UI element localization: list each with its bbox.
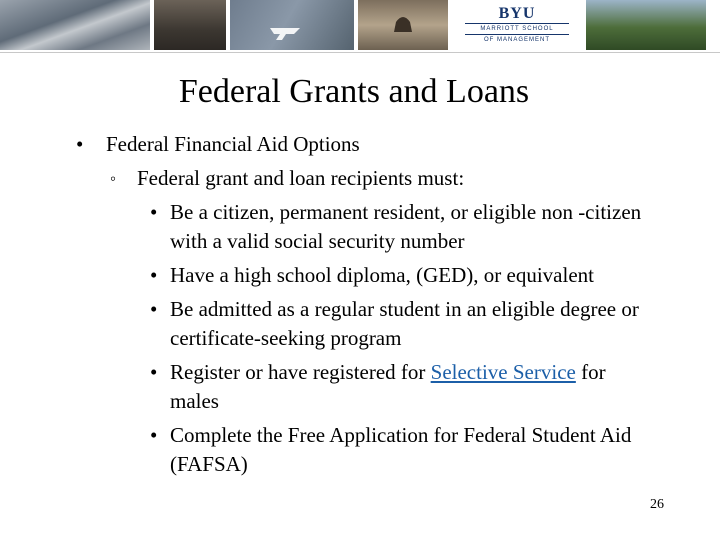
bullet-level3: [0, 198, 650, 256]
bullet-text-prefix: Register or have registered for: [170, 360, 431, 384]
bullet-level3: [0, 358, 650, 416]
slide-body: [0, 130, 700, 479]
selective-service-link[interactable]: Selective Service: [430, 360, 576, 384]
logo-management: OF MANAGEMENT: [483, 37, 550, 43]
bullet-level1: [0, 130, 700, 159]
bullet-text: Be a citizen, permanent resident, or eligible non -citizen with a valid social security number: [170, 200, 642, 253]
bullet-text: Federal grant and loan recipients must:: [137, 166, 465, 190]
bullet-text: Complete the Free Application for Federal Student Aid (FAFSA): [170, 423, 632, 476]
banner-photo-building: [0, 0, 150, 50]
logo-school: MARRIOTT SCHOOL: [480, 26, 554, 32]
bullet-text-suffix: for males: [170, 360, 606, 413]
bullet-text: Have a high school diploma, (GED), or equivalent: [170, 263, 594, 287]
header-banner: [0, 0, 720, 52]
bullet-dot-icon: •: [150, 423, 158, 447]
y-logo-icon: [230, 0, 354, 50]
banner-divider: [0, 52, 720, 53]
bullet-dot-icon: •: [76, 132, 84, 156]
bell-icon: [358, 0, 448, 50]
bullet-level3: [0, 295, 650, 353]
banner-photo-campus: [586, 0, 706, 50]
bullet-text: Federal Financial Aid Options: [106, 132, 360, 156]
bullet-text: Be admitted as a regular student in an eligible degree or certificate-seeking program: [170, 297, 639, 350]
bullet-dot-icon: •: [150, 263, 158, 287]
byu-marriott-logo: [452, 0, 582, 50]
logo-byu: BYU: [498, 5, 536, 22]
logo-rule: [465, 23, 569, 24]
bullet-level3: [0, 421, 650, 479]
banner-photo-bell: [358, 0, 448, 50]
bullet-level2: [0, 164, 700, 193]
bullet-dot-icon: •: [150, 360, 158, 384]
bullet-dot-icon: •: [150, 297, 158, 321]
bullet-level3: [0, 261, 650, 290]
bullet-circle-icon: ◦: [110, 169, 117, 188]
bullet-dot-icon: •: [150, 200, 158, 224]
banner-photo-statue: [154, 0, 226, 50]
banner-photo-y-mountain: [230, 0, 354, 50]
logo-rule: [465, 34, 569, 35]
slide-title: Federal Grants and Loans: [178, 73, 530, 110]
page-number: 26: [650, 497, 664, 512]
